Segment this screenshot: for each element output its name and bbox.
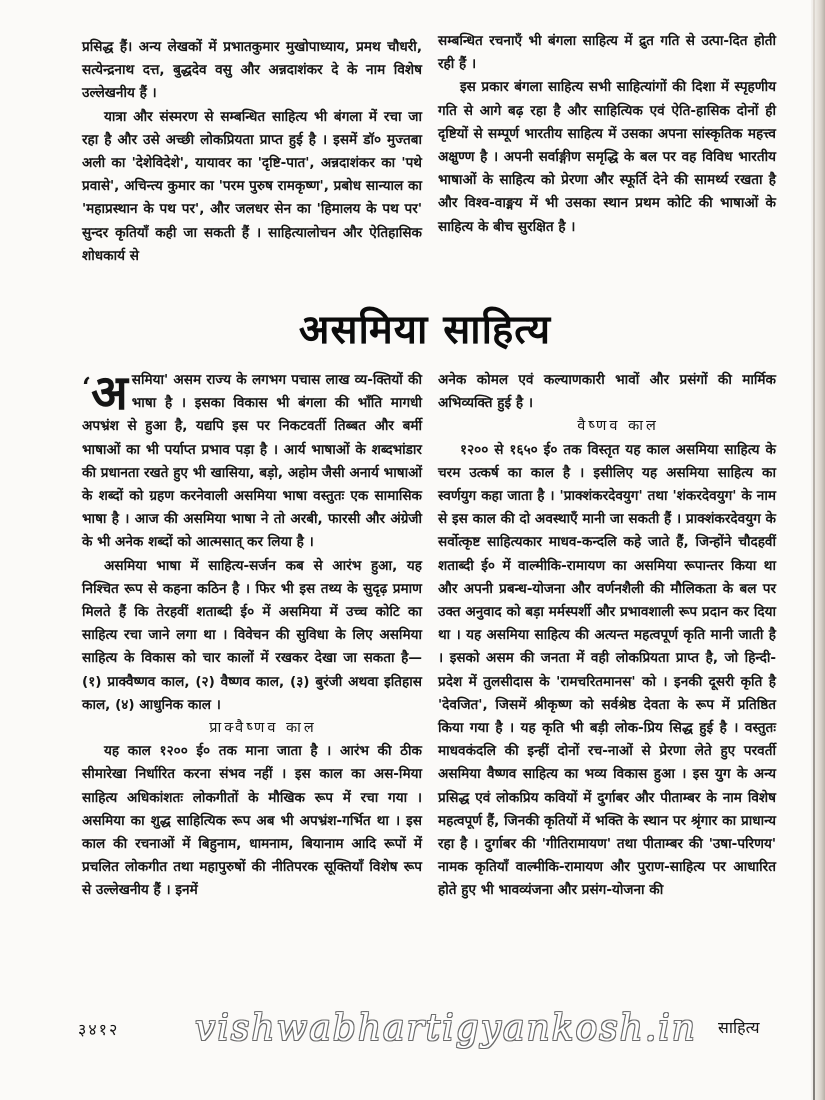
paragraph: प्रसिद्ध हैं। अन्य लेखकों में प्रभातकुमार मुखोपाध्याय, प्रमथ चौधरी, सत्येन्द्रनाथ दत्त, बुद्धदेव वसु और अन्नदाशंकर दे के नाम विशेष उल्लेखनीय हैं । [82,39,422,102]
paragraph: असमिया भाषा में साहित्य-सर्जन कब से आरंभ हुआ, यह निश्चित रूप से कहना कठिन है । फिर भी इस तथ्य के सुदृढ़ प्रमाण मिलते हैं कि तेरहवीं शताब्दी ई० में असमिया में उच्च कोटि का साहित्य रचा जाने लगा था । विवेचन की सुविधा के लिए असमिया साहित्य के विकास को चार कालों में रखकर देखा जा सकता है— (१) प्राक्वैष्णव काल, (२) वैष्णव काल, (३) बुरंजी अथवा इतिहास काल, (४) आधुनिक काल । [82,557,422,713]
paragraph: सम्बन्धित रचनाएँ भी बंगला साहित्य में द्रुत गति से उत्पा-दित होती रही हैं । [438,33,776,73]
page-edge-shadow [811,0,825,1100]
subsection-heading: प्राक्वैष्णव काल [209,720,317,737]
paragraph: यात्रा और संस्मरण से सम्बन्धित साहित्य भी बंगला में रचा जा रहा है और उसे अच्छी लोकप्रियता प्राप्त हुई है । इसमें डॉ० मुज्तबा अली का 'देशेविदेशे', यायावर का 'दृष्टि-पात', अन्नदाशंकर का 'पथे प्रवासे', अचिन्त्य कुमार का 'परम पुरुष रामकृष्ण', प्रबोध सान्याल का 'महाप्रस्थान के पथ पर', और जलधर सेन का 'हिमालय के पथ पर' सुन्दर कृतियाँ कही जा सकती हैं । साहित्यालोचन और ऐतिहासिक शोधकार्य से [82,108,422,264]
column-top-right [438,30,776,239]
dropcap-quote: ‘ [82,373,92,403]
subsection-heading: वैष्णव काल [577,418,659,435]
paragraph: १२०० से १६५० ई० तक विस्तृत यह काल असमिया साहित्य के चरम उत्कर्ष का काल है । इसीलिए यह असमिया साहित्य का स्वर्णयुग कहा जाता है । 'प्राक्शंकरदेवयुग' तथा 'शंकरदेवयुग' के नाम से इस काल की दो अवस्थाएँ मानी जा सकती हैं । प्राक्शंकरदेवयुग के सर्वोत्कृष्ट साहित्यकार माधव-कन्दलि कहे जाते हैं, जिन्होंने चौदहवीं शताब्दी ई० में वाल्मीकि-रामायण का असमिया रूपान्तर किया था और अपनी प्रबन्ध-योजना और वर्णनशैली की मौलिकता के बल पर उक्त अनुवाद को बड़ा मर्मस्पर्शी और प्रभावशाली रूप प्रदान कर दिया था । यह असमिया साहित्य की अत्यन्त महत्वपूर्ण कृति मानी जाती है । इसको असम की जनता में वही लोकप्रियता प्राप्त है, जो हिन्दी-प्रदेश में तुलसीदास के 'रामचरितमानस' को । इनकी दूसरी कृति है 'देवजित', जिसमें श्रीकृष्ण को सर्वश्रेष्ठ देवता के रूप में प्रतिष्ठित किया गया है । यह कृति भी बड़ी लोक-प्रिय सिद्ध हुई है । वस्तुतः माधवकंदलि की इन्हीं दोनों रच-नाओं से प्रेरणा लेते हुए परवर्ती असमिया वैष्णव साहित्य का भव्य विकास हुआ । इस युग के अन्य प्रसिद्ध एवं लोकप्रिय कवियों में दुर्गाबर और पीताम्बर के नाम विशेष महत्वपूर्ण हैं, जिनकी कृतियों में भक्ति के स्थान पर श्रृंगार का प्राधान्य रहा है । दुर्गाबर की 'गीतिरामायण' तथा पीताम्बर की 'उषा-परिणय' नामक कृतियाँ वाल्मीकि-रामायण और पुराण-साहित्य पर आधारित होते हुए भी भावव्यंजना और प्रसंग-योजना की [438,441,776,899]
watermark: vishwabhartigyankosh.in [195,1008,697,1049]
column-bottom-left [82,365,422,903]
running-footer-section: साहित्य [718,1018,760,1037]
page-number: ३४१२ [78,1020,120,1039]
dropcap-letter: अ [91,365,128,421]
paragraph: इस प्रकार बंगला साहित्य सभी साहित्यांगों की दिशा में स्पृहणीय गति से आगे बढ़ रहा है और साहित्यिक एवं ऐति-हासिक दोनों ही दृष्टियों से सम्पूर्ण भारतीय साहित्य में उसका अपना सांस्कृतिक महत्त्व अक्षुण्ण है । अपनी सर्वाङ्गीण समृद्धि के बल पर वह विविध भारतीय भाषाओं के साहित्य को प्रेरणा और स्फूर्ति देने की सामर्थ्य रखता है और विश्व-वाङ्मय में भी उसका स्थान प्रथम कोटि की भाषाओं के साहित्य के बीच सुरक्षित है । [438,79,776,235]
intro-paragraph [82,365,422,555]
section-title: असमिया साहित्य [298,307,552,353]
paragraph: यह काल १२०० ई० तक माना जाता है । आरंभ की ठीक सीमारेखा निर्धारित करना संभव नहीं । इस काल का अस-मिया साहित्य अधिकांशतः लोकगीतों के मौखिक रूप में रचा गया । असमिया का शुद्ध साहित्यिक रूप अब भी अपभ्रंश-गर्भित था । इस काल की रचनाओं में बिहुनाम, धामनाम, बियानाम आदि रूपों में प्रचलित लोकगीत तथा महापुरुषों की नीतिपरक सूक्तियाँ विशेष रूप से उल्लेखनीय हैं । इनमें [82,743,422,899]
column-top-left [82,36,422,268]
column-bottom-right [438,369,776,903]
intro-text: समिया' असम राज्य के लगभग पचास लाख व्य-क्तियों की भाषा है । इसका विकास भी बंगला की भाँति मागधी अपभ्रंश से हुआ है, यद्यपि इस पर निकटवर्ती तिब्बत और बर्मी भाषाओं का भी पर्याप्त प्रभाव पड़ा है । आर्य भाषाओं के शब्दभांडार की प्रधानता रखते हुए भी खासिया, बड़ो, अहोम जैसी अनार्य भाषाओं के शब्दों को ग्रहण करनेवाली असमिया भाषा वस्तुतः एक सामासिक भाषा है । आज की असमिया भाषा ने तो अरबी, फारसी और अंग्रेजी के भी अनेक शब्दों को आत्मसात् कर लिया है । [82,372,422,551]
paragraph: अनेक कोमल एवं कल्याणकारी भावों और प्रसंगों की मार्मिक अभिव्यक्ति हुई है । [438,372,776,412]
